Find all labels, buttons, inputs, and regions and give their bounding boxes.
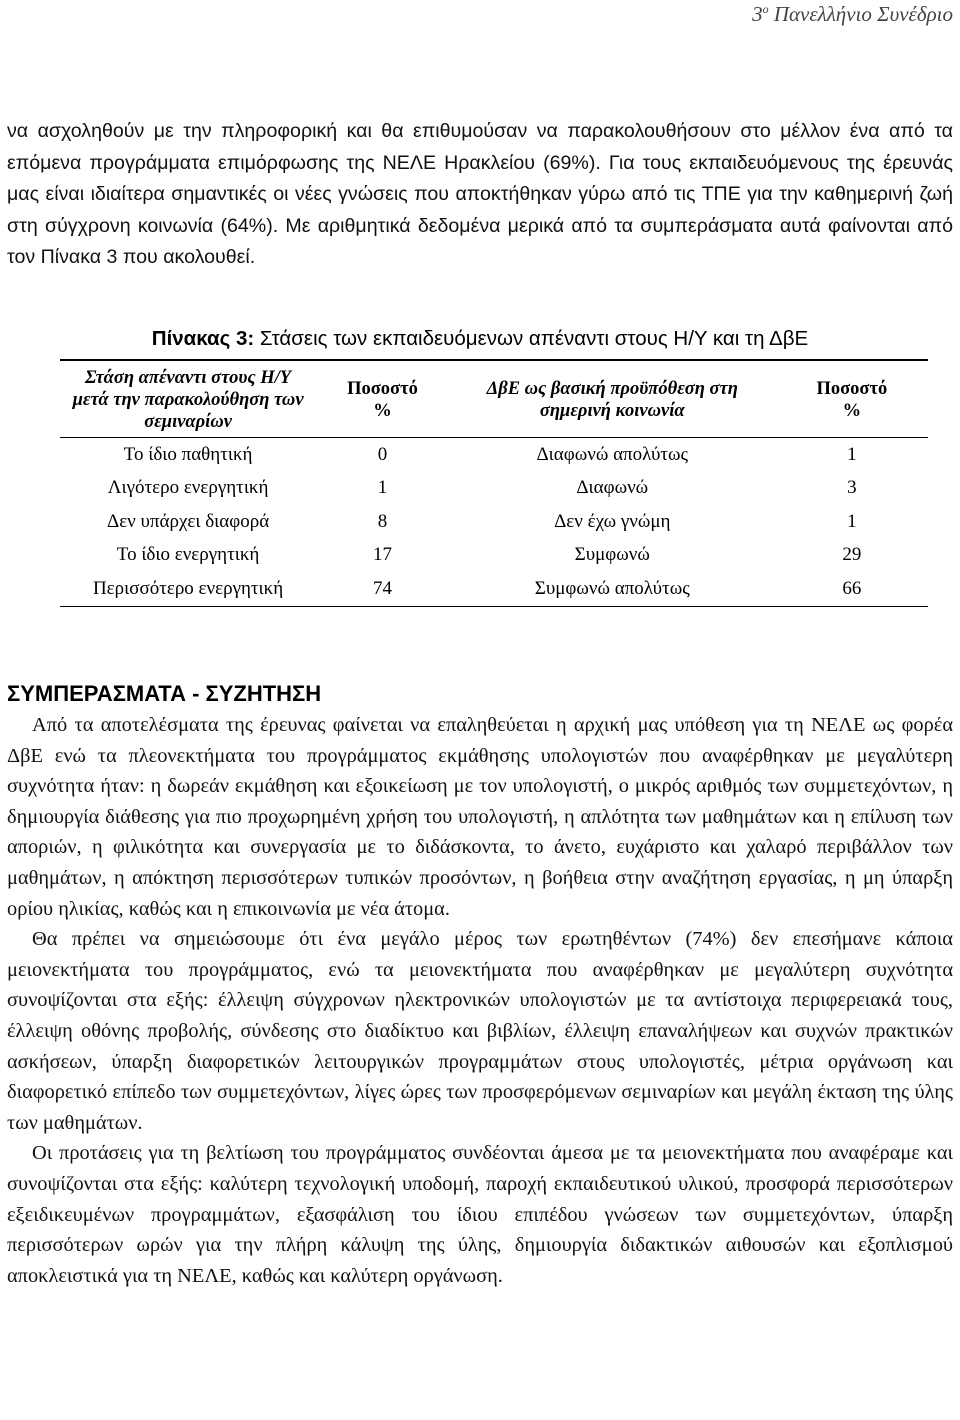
cell-opinion: Δεν έχω γνώμη	[554, 510, 671, 532]
cell-percent-2: 1	[847, 510, 857, 532]
conference-name: Πανελλήνιο Συνέδριο	[773, 2, 953, 26]
cell-stance: Το ίδιο παθητική	[123, 443, 253, 465]
attitudes-table	[60, 359, 928, 607]
cell-opinion: Διαφωνώ απολύτως	[536, 443, 689, 465]
header-stance	[60, 360, 316, 438]
cell-percent-1: 1	[377, 477, 388, 499]
cell-stance: Περισσότερο ενεργητική	[92, 577, 284, 599]
header-stance-line1: Στάση απέναντι στους Η/Υ	[85, 368, 292, 388]
table-row	[60, 472, 928, 506]
table-row	[60, 572, 928, 606]
header-percent-1	[316, 360, 449, 438]
table-row	[60, 539, 928, 573]
table-caption-label: Πίνακας 3:	[151, 327, 255, 350]
cell-percent-1: 8	[377, 510, 388, 532]
header-opinion-line1: ΔβΕ ως βασική προϋπόθεση στη	[486, 379, 738, 399]
page-header	[752, 2, 953, 27]
cell-opinion: Διαφωνώ	[576, 477, 649, 499]
cell-stance: Το ίδιο ενεργητική	[116, 544, 260, 566]
header-stance-line2: μετά την παρακολούθηση των	[72, 390, 304, 410]
header-percent-1-line2: %	[373, 401, 392, 421]
cell-percent-1: 17	[372, 544, 392, 566]
body-paragraph: Από τα αποτελέσματα της έρευνας φαίνεται να επαληθεύεται η αρχική μας υπόθεση για τη ΝΕΛΕ ως φορέα ΔβΕ ενώ τα πλεονεκτήματα του προγράμματος εκμάθησης υπολογιστών που αναφέρθηκαν με μεγαλύτερη συχνότητα ήταν: η δωρεάν εκμάθηση και εξοικείωση με τον υπολογιστή, ο μικρός αριθμός των συμμετεχόντων, η δημιουργία διάθεσης για πιο προχωρημένη χρήση του υπολογιστή, η απλότητα των μαθημάτων και η επίλυση των αποριών, η φιλικότητα και συνεργασία με το διδάσκοντα, το άνετο, ευχάριστο και χαλαρό περιβάλλον των μαθημάτων, η απόκτηση περισσότερων τυπικών προσόντων, η βοήθεια στην αναζήτηση εργασίας, η μη ύπαρξη ορίου ηλικίας, καθώς και η επικοινωνία με νέα άτομα.	[7, 714, 953, 920]
body-paragraph: Οι προτάσεις για τη βελτίωση του προγράμματος συνδέονται άμεσα με τα μειονεκτήματα που αναφέραμε και συνοψίζονται στα εξής: καλύτερη τεχνολογική υποδομή, παροχή εκπαιδευτικού υλικού, προσφορά περισσότερων εξειδικευμένων προγραμμάτων, εξασφάλιση του ίδιου επιπέδου γνώσεων των συμμετεχόντων, ύπαρξη περισσότερων ωρών για την πλήρη κάλυψη της ύλης, δημιουργία διδακτικών αιθουσών και εξοπλισμού αποκλειστικά για τη ΝΕΛΕ, καθώς και καλύτερη οργάνωση.	[7, 1142, 953, 1287]
body-paragraph: Θα πρέπει να σημειώσουμε ότι ένα μεγάλο μέρος των ερωτηθέντων (74%) δεν επεσήμανε κάποια μειονεκτήματα του προγράμματος, ενώ τα μειονεκτήματα που αναφέρθηκαν με μεγαλύτερη συχνότητα συνοψίζονται στα εξής: έλλειψη σύγχρονων ηλεκτρονικών υπολογιστών με τα αντίστοιχα περιφερειακά τους, έλλειψη οθόνης προβολής, σύνδεσης στο διαδίκτυο και βιβλίων, έλλειψη επαναλήψεων και συχνών πρακτικών ασκήσεων, ύπαρξη διαφορετικών λειτουργικών προγραμμάτων στους υπολογιστές, μέτρια οργάνωση και διαφορετικό επίπεδο των συμμετεχόντων, λίγες ώρες των προσφερόμενων σεμιναρίων και μεγάλη έκταση της ύλης των μαθημάτων.	[7, 928, 953, 1134]
cell-stance: Δεν υπάρχει διαφορά	[106, 510, 270, 532]
cell-opinion: Συμφωνώ	[574, 544, 650, 566]
conclusions-body	[7, 710, 953, 1291]
header-percent-2-line1: Ποσοστό	[816, 379, 888, 399]
cell-opinion: Συμφωνώ απολύτως	[534, 577, 690, 599]
table-header-row	[60, 360, 928, 438]
header-opinion	[449, 360, 776, 438]
conference-number: 3	[752, 2, 763, 26]
cell-percent-1: 74	[372, 577, 392, 599]
cell-percent-2: 3	[847, 477, 857, 499]
section-heading: ΣΥΜΠΕΡΑΣΜΑΤΑ - ΣΥΖΗΤΗΣΗ	[7, 681, 322, 706]
table-caption	[0, 327, 960, 351]
cell-stance: Λιγότερο ενεργητική	[107, 477, 269, 499]
cell-percent-2: 29	[842, 544, 862, 566]
table-row	[60, 505, 928, 539]
cell-percent-2: 66	[842, 577, 862, 599]
header-percent-2-line2: %	[842, 401, 862, 421]
conference-number-sup: ο	[762, 2, 769, 16]
header-stance-line3: σεμιναρίων	[144, 412, 232, 432]
header-percent-2	[776, 360, 928, 438]
table-caption-text: Στάσεις των εκπαιδευόμενων απέναντι στους Η/Υ και τη ΔβΕ	[259, 327, 809, 350]
table-row	[60, 438, 928, 472]
intro-section	[7, 116, 953, 274]
header-percent-1-line1: Ποσοστό	[347, 379, 418, 399]
header-opinion-line2: σημερινή κοινωνία	[539, 401, 685, 421]
cell-percent-2: 1	[847, 443, 857, 465]
intro-paragraph: να ασχοληθούν με την πληροφορική και θα επιθυμούσαν να παρακολουθήσουν στο μέλλον ένα από τα επόμενα προγράμματα επιμόρφωσης της ΝΕΛΕ Ηρακλείου (69%). Για τους εκπαιδευόμενους της έρευνάς μας είναι ιδιαίτερα σημαντικές οι νέες γνώσεις που αποκτήθηκαν γύρω από τις ΤΠΕ για την καθημερινή ζωή στη σύγχρονη κοινωνία (64%). Με αριθμητικά δεδομένα μερικά από τα συμπεράσματα αυτά φαίνονται από τον Πίνακα 3 που ακολουθεί.	[7, 120, 953, 269]
cell-percent-1: 0	[377, 443, 388, 465]
